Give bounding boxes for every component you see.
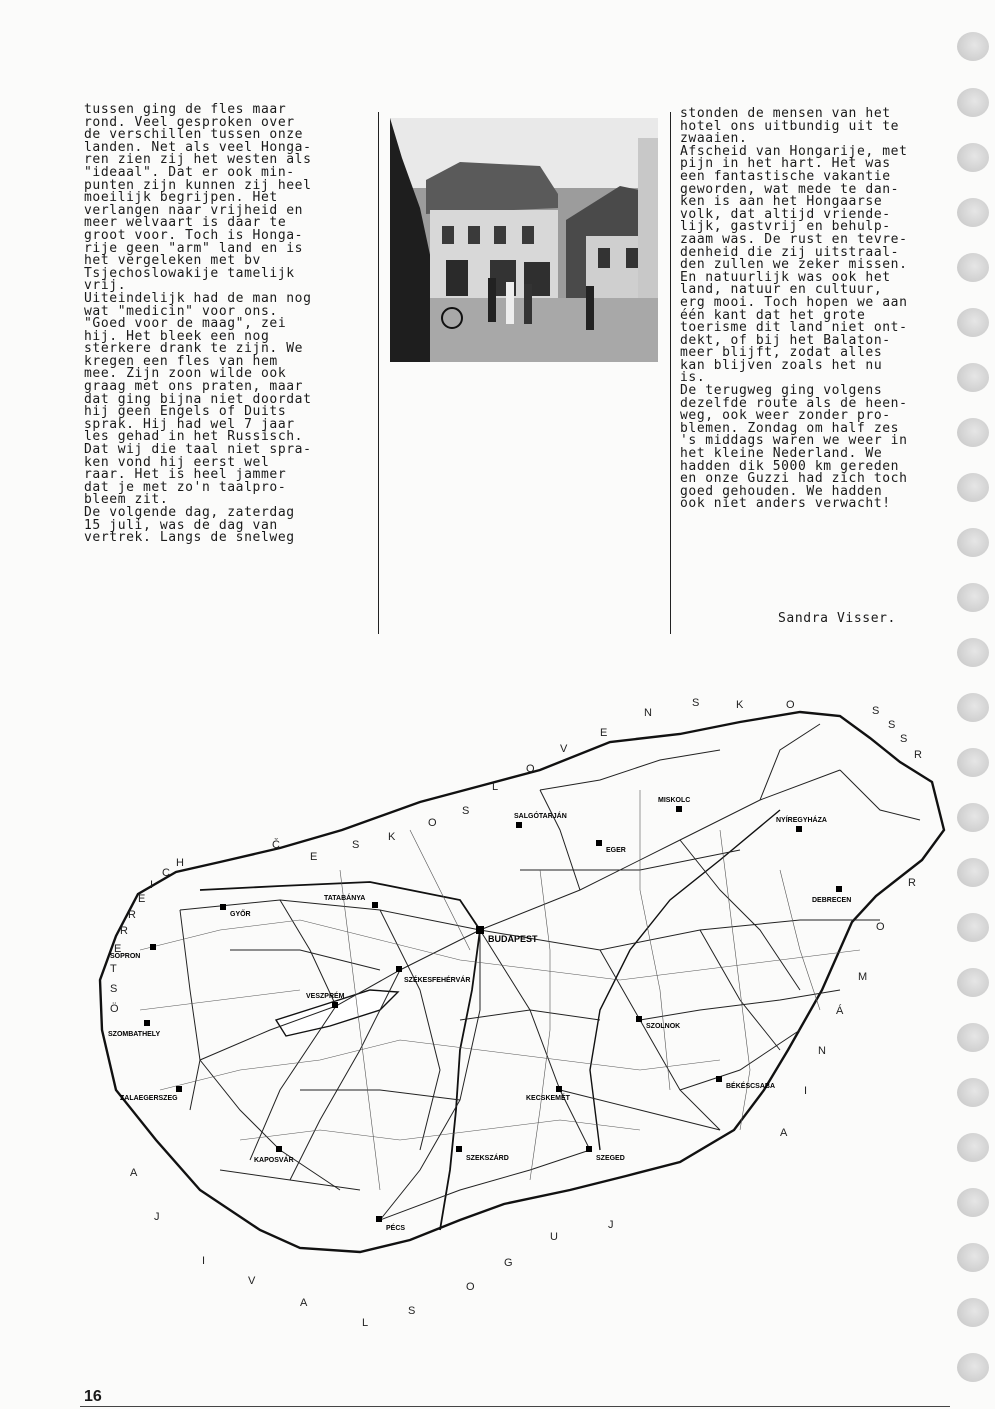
column-rule-left: [378, 112, 379, 634]
city-marker: [396, 966, 402, 972]
city-marker: [144, 1020, 150, 1026]
country-letter: O: [876, 921, 885, 933]
binder-hole: [957, 473, 989, 502]
country-letter: A: [300, 1297, 308, 1309]
country-letter: O: [786, 699, 795, 711]
country-letter: V: [248, 1275, 256, 1287]
country-letter: S: [110, 983, 118, 995]
country-letter: A: [130, 1167, 138, 1179]
binder-hole: [957, 1188, 989, 1217]
city-marker: [716, 1076, 722, 1082]
city-label: SZÉKESFEHÉRVÁR: [404, 977, 471, 984]
street-photo: [390, 118, 658, 362]
article-right-column: stonden de mensen van het hotel ons uitbundig uit te zwaaien. Afscheid van Hongarije, met pijn in het hart. Het was een fantastische vakantie geworden, wat mede te dan- ken is aan het Hongaarse volk, dat altijd vriende- lijk, gastvrij en behulp- zaam was. De rust en tevre- denheid die zij uitstraal- den zullen we zeker missen. En natuurlijk was ook het land, natuur en cultuur, erg mooi. Toch hopen we aan één kant dat het grote toerisme dit land niet ont- dekt, of bij het Balaton- meer blijft, zodat alles kan blijven zoals het nu is. De terugweg ging volgens dezelfde route als de heen- weg, ook weer zonder pro- blemen. Zondag om half zes 's middags waren we weer in het kleine Nederland. We hadden dik 5000 km gereden en onze Guzzi had zich toch goed gehouden. We hadden ook niet anders verwacht!: [680, 106, 908, 512]
city-marker: [376, 1216, 382, 1222]
country-letter: G: [504, 1257, 513, 1269]
city-marker: [176, 1086, 182, 1092]
author-signature: Sandra Visser.: [778, 611, 896, 626]
city-label: SZEGED: [596, 1155, 625, 1162]
country-letter: S: [352, 839, 360, 851]
country-letter: T: [110, 963, 117, 975]
binder-hole: [957, 583, 989, 612]
country-letter: E: [310, 851, 318, 863]
country-letter: J: [154, 1211, 160, 1223]
city-label: SOPRON: [110, 953, 141, 960]
binder-hole: [957, 968, 989, 997]
city-label: GYŐR: [230, 911, 251, 918]
binder-hole: [957, 198, 989, 227]
city-marker: [556, 1086, 562, 1092]
country-letter: R: [914, 749, 922, 761]
country-letter: O: [466, 1281, 475, 1293]
country-letter: S: [462, 805, 470, 817]
country-label-romania: [780, 877, 916, 1139]
binder-hole: [957, 1243, 989, 1272]
danube-river: [200, 882, 480, 1230]
country-letter: E: [600, 727, 608, 739]
country-letter: N: [818, 1045, 826, 1057]
city-marker: [676, 806, 682, 812]
country-letter: C: [162, 867, 170, 879]
city-marker: [596, 840, 602, 846]
country-letter: K: [388, 831, 396, 843]
country-letter: R: [120, 925, 128, 937]
binder-hole: [957, 528, 989, 557]
city-label: NYÍREGYHÁZA: [776, 817, 827, 824]
city-label: BÉKÉSCSABA: [726, 1083, 776, 1090]
country-label-ussr: [872, 705, 922, 761]
country-letter: R: [128, 909, 136, 921]
city-label-budapest: BUDAPEST: [488, 934, 538, 944]
city-label: VESZPRÉM: [306, 993, 345, 1000]
city-label: MISKOLC: [658, 797, 691, 804]
city-marker: [476, 926, 484, 934]
country-letter: S: [692, 697, 700, 709]
binder-hole: [957, 418, 989, 447]
country-letter: S: [408, 1305, 416, 1317]
city-marker: [276, 1146, 282, 1152]
country-letter: E: [138, 893, 146, 905]
country-letter: Č: [272, 839, 280, 851]
binder-hole: [957, 913, 989, 942]
binder-hole: [957, 1298, 989, 1327]
city-label: SZOLNOK: [646, 1023, 681, 1030]
city-marker: [516, 822, 522, 828]
binder-hole: [957, 1353, 989, 1382]
binder-hole: [957, 363, 989, 392]
city-label: SALGÓTARJÁN: [514, 813, 567, 820]
country-letter: K: [736, 699, 744, 711]
country-letter: E: [114, 943, 122, 955]
binder-hole: [957, 803, 989, 832]
binder-hole: [957, 253, 989, 282]
binder-hole: [957, 1023, 989, 1052]
country-letter: Á: [836, 1005, 844, 1017]
city-marker: [372, 902, 378, 908]
footer-rule: [80, 1406, 950, 1407]
country-letter: V: [560, 743, 568, 755]
city-marker: [636, 1016, 642, 1022]
country-letter: L: [362, 1317, 369, 1329]
binder-hole: [957, 858, 989, 887]
country-label-czechoslovakia: [272, 697, 795, 863]
city-marker: [220, 904, 226, 910]
country-letter: Ö: [110, 1003, 119, 1015]
country-letter: O: [428, 817, 437, 829]
country-letter: I: [150, 879, 154, 891]
road-network-minor: [140, 790, 860, 1190]
binder-hole: [957, 638, 989, 667]
country-letter: L: [492, 781, 499, 793]
country-label-austria: [110, 857, 184, 1015]
column-rule-right: [670, 112, 671, 634]
city-label: SZOMBATHELY: [108, 1031, 161, 1038]
binder-hole: [957, 1078, 989, 1107]
country-letter: O: [526, 763, 535, 775]
city-label: SZEKSZÁRD: [466, 1155, 509, 1162]
country-letter: I: [804, 1085, 808, 1097]
city-label: DEBRECEN: [812, 897, 852, 904]
city-label: KECSKEMÉT: [526, 1095, 570, 1102]
city-marker: [150, 944, 156, 950]
country-letter: S: [872, 705, 880, 717]
city-marker: [456, 1146, 462, 1152]
city-marker: [332, 1002, 338, 1008]
city-label: ZALAEGERSZEG: [120, 1095, 178, 1102]
article-left-column: tussen ging de fles maar rond. Veel gesproken over de verschillen tussen onze landen. Net als veel Honga- ren zien zij het westen als "ideaal". Dat er ook min- punten zijn kunnen zij heel moeilijk begrijpen. Het verlangen naar vrijheid en meer welvaart is daar te groot voor. Toch is Honga- rije geen "arm" land en is het vergeleken met bv Tsjechoslowakije tamelijk vrij. Uiteindelijk had de man nog wat "medicin" voor ons. "Goed voor de maag", zei hij. Het bleek een nog sterkere drank te zijn. We kregen een fles van hem mee. Zijn zoon wilde ook graag met ons praten, maar dat ging bijna niet doordat hij geen Engels of Duits sprak. Hij had wel 7 jaar les gehad in het Russisch. Dat wij die taal niet spra- ken vond hij eerst wel raar. Het is heel jammer dat je met zo'n taalpro- bleem zit. De volgende dag, zaterdag 15 juli, was de dag van vertrek. Langs de snelweg: [84, 102, 312, 546]
city-label: EGER: [606, 847, 626, 854]
city-marker: [796, 826, 802, 832]
country-letter: S: [888, 719, 896, 731]
country-letter: S: [900, 733, 908, 745]
country-letter: N: [644, 707, 652, 719]
page-number: 16: [84, 1388, 102, 1405]
binder-hole: [957, 88, 989, 117]
city-label: KAPOSVÁR: [254, 1157, 294, 1164]
binder-hole: [957, 693, 989, 722]
city-label: TATABÁNYA: [324, 895, 366, 902]
city-marker: [836, 886, 842, 892]
country-letter: H: [176, 857, 184, 869]
binder-hole: [957, 32, 989, 61]
city-marker: [586, 1146, 592, 1152]
country-letter: U: [550, 1231, 558, 1243]
city-label: PÉCS: [386, 1225, 406, 1232]
binder-hole: [957, 143, 989, 172]
country-letter: J: [608, 1219, 614, 1231]
country-letter: R: [908, 877, 916, 889]
street-photo-image: [390, 118, 658, 362]
country-letter: A: [780, 1127, 788, 1139]
binder-hole: [957, 1133, 989, 1162]
country-letter: M: [858, 971, 868, 983]
country-letter: I: [202, 1255, 206, 1267]
hungary-road-map: [80, 690, 960, 1340]
binder-hole: [957, 748, 989, 777]
binder-hole: [957, 308, 989, 337]
